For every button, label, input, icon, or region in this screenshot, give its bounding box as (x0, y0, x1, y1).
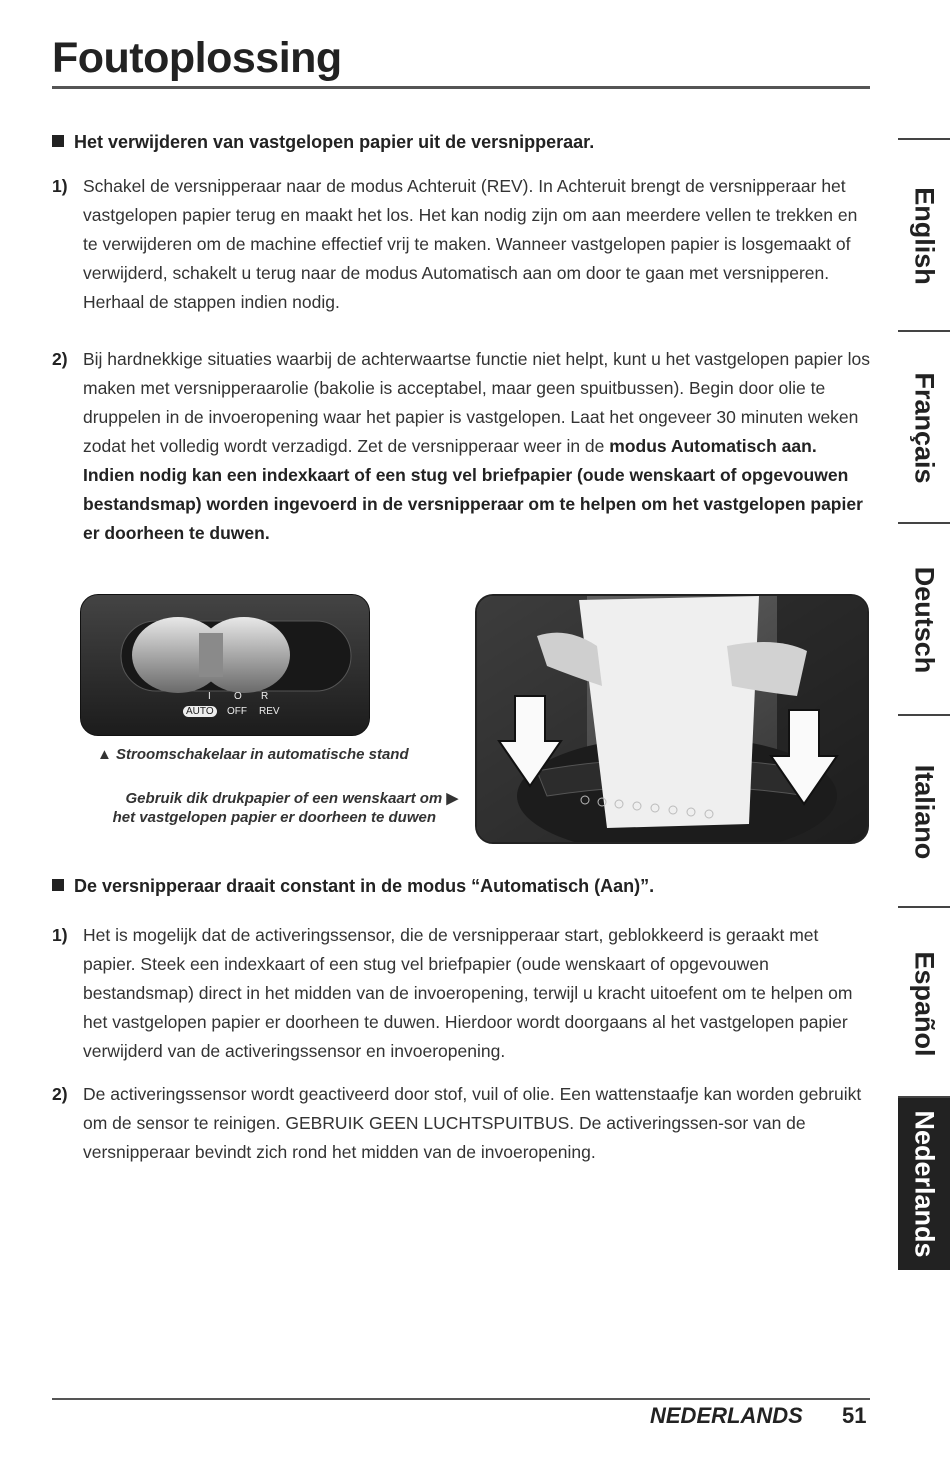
list-item (52, 345, 872, 548)
triangle-up-icon: ▲ (97, 746, 112, 763)
switch-label-o: O (234, 691, 242, 702)
tab-deutsch[interactable] (898, 522, 950, 716)
bullet-square-icon (52, 879, 64, 891)
page-number: 51 (842, 1403, 867, 1428)
item-text-bold: modus Automatisch aan. Indien nodig kan een indexkaart of een stug vel briefpapier (oude wenskaart of opgevouwen bestandsmap) worden ingevoerd in de versnipperaar om te helpen om het vastgelopen papier er doorheen te duwen. (83, 436, 863, 543)
item-number: 1) (52, 925, 68, 945)
item-text: De activeringssensor wordt geactiveerd door stof, vuil of olie. Een wattenstaafje kan worden gebruikt om de sensor te reinigen. GEBRUIK GEEN LUCHTSPUITBUS. De activeringssen-sor van de versnipperaar bevindt zich rond het midden van de invoeropening. (83, 1084, 862, 1162)
switch-label-rev: REV (259, 706, 280, 717)
shredder-paper-photo (475, 594, 869, 844)
tab-francais[interactable] (898, 330, 950, 524)
section-heading-text: De versnipperaar draait constant in de modus “Automatisch (Aan)”. (74, 876, 655, 896)
tab-italiano[interactable] (898, 714, 950, 908)
caption-push-paper (60, 789, 458, 827)
section-heading-paper-jam (52, 132, 594, 153)
tab-label: Français (909, 372, 940, 484)
list-item (52, 172, 872, 317)
caption-line-1: Gebruik dik drukpapier of een wenskaart om (125, 790, 443, 807)
shredder-illustration (477, 596, 867, 842)
item-number: 1) (52, 176, 68, 196)
page-title: Foutoplossing (52, 34, 342, 82)
power-switch-photo (80, 594, 370, 736)
caption-line-2: het vastgelopen papier er doorheen te duwen (112, 809, 436, 826)
footer-divider (52, 1398, 870, 1400)
caption-text: Stroomschakelaar in automatische stand (116, 746, 409, 763)
tab-espanol[interactable] (898, 906, 950, 1100)
item-text: Het is mogelijk dat de activeringssensor, die de versnipperaar start, geblokkeerd is geraakt met papier. Steek een indexkaart of een stug vel briefpapier (oude wenskaart of opgevouwen bestandsmap) direct in het midden van de invoeropening, terwijl u kracht uitoefent om te helpen om het vastgelopen papier er doorheen te duwen. Hierdoor wordt doorgaans al het vastgelopen papier verwijderd van de activeringssensor en invoeropening. (83, 925, 853, 1061)
item-number: 2) (52, 349, 68, 369)
item-text: Schakel de versnipperaar naar de modus Achteruit (REV). In Achteruit brengt de versnipperaar het vastgelopen papier terug en maakt het los. Het kan nodig zijn om aan meerdere vellen te trekken en te verwijderen om de machine effectief vrij te maken. Wanneer vastgelopen papier is losgemaakt of verwijderd, schakelt u terug naar de modus Automatisch aan om door te gaan met versnipperen. Herhaal de stappen indien nodig. (83, 176, 858, 312)
tab-label: English (909, 187, 940, 285)
section-heading-constant-run (52, 876, 654, 897)
tab-label: Deutsch (909, 566, 940, 674)
title-divider (52, 86, 870, 89)
tab-label: Italiano (909, 764, 940, 860)
list-item (52, 921, 872, 1066)
switch-label-i: I (208, 691, 211, 702)
triangle-right-icon: ▶ (446, 790, 458, 807)
caption-power-switch (97, 745, 409, 764)
switch-label-off: OFF (227, 706, 247, 717)
tab-nederlands[interactable] (898, 1096, 950, 1270)
tab-english[interactable] (898, 138, 950, 332)
switch-label-auto: AUTO (183, 706, 217, 717)
footer-language: NEDERLANDS (650, 1403, 803, 1428)
switch-label-r: R (261, 691, 269, 702)
bullet-square-icon (52, 135, 64, 147)
tab-label: Nederlands (909, 1110, 940, 1258)
section-heading-text: Het verwijderen van vastgelopen papier uit de versnipperaar. (74, 132, 595, 152)
item-text-regular: Bij hardnekkige situaties waarbij de achterwaartse functie niet helpt, kunt u het vastgelopen papier los maken met versnipperaarolie (bakolie is acceptabel, maar geen spuitbussen). Begin door olie te druppelen in de invoeropening waar het papier is vastgelopen. Laat het ongeveer 30 minuten weken zodat het volledig wordt verzadigd. Zet de versnipperaar weer in de (83, 349, 870, 456)
item-text (83, 345, 872, 548)
item-number: 2) (52, 1084, 68, 1104)
power-switch-illustration (81, 595, 369, 735)
tab-label: Español (909, 951, 940, 1057)
list-item (52, 1080, 872, 1167)
